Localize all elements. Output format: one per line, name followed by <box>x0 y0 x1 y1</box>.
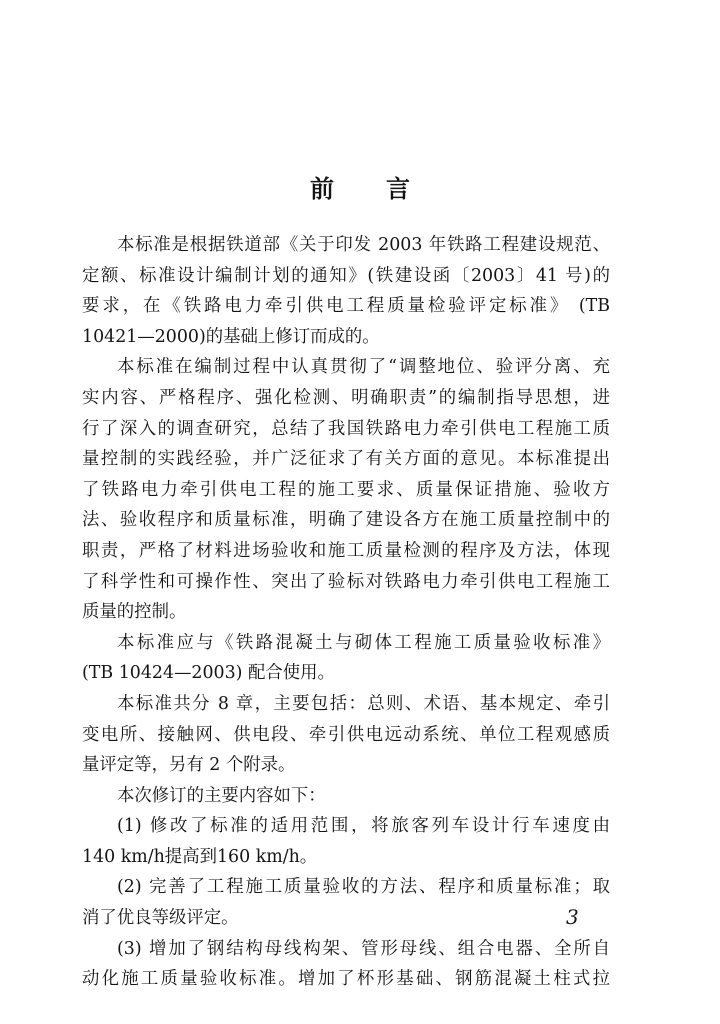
text-line: 量评定等，另有 2 个附录。 <box>82 755 296 776</box>
text-line: 质量的控制。 <box>82 602 187 623</box>
text-line: 行了深入的调查研究，总结了我国铁路电力牵引供电工程施工质 <box>82 418 610 439</box>
text-line: (3) 增加了钢结构母线构架、管形母线、组合电器、全所自 <box>117 938 610 959</box>
body-text <box>82 230 610 995</box>
text-line: (1) 修改了标准的适用范围，将旅客列车设计行车速度由 <box>117 816 610 837</box>
text-line: 本次修订的主要内容如下： <box>117 785 326 806</box>
text-line: 职责，严格了材料进场验收和施工质量检测的程序及方法，体现 <box>82 540 610 561</box>
text-line: 法、验收程序和质量标准，明确了建设各方在施工质量控制中的 <box>82 510 610 531</box>
text-line: 本标准共分 8 章，主要包括：总则、术语、基本规定、牵引 <box>117 693 610 714</box>
text-line: 10421—2000)的基础上修订而成的。 <box>82 326 380 347</box>
text-line: 定额、标准设计编制计划的通知》(铁建设函〔2003〕41 号)的 <box>82 265 610 286</box>
text-line: 了铁路电力牵引供电工程的施工要求、质量保证措施、验收方 <box>82 479 610 500</box>
text-line: 要求，在《铁路电力牵引供电工程质量检验评定标准》 (TB <box>82 296 610 317</box>
text-line: 量控制的实践经验，并广泛征求了有关方面的意见。本标准提出 <box>82 449 610 470</box>
text-line: 消了优良等级评定。 <box>82 908 239 929</box>
page-number: 3 <box>566 905 579 929</box>
text-line: 本标准在编制过程中认真贯彻了“调整地位、验评分离、充 <box>117 357 610 378</box>
text-line: 140 km/h提高到160 km/h。 <box>82 846 318 867</box>
text-line: 了科学性和可操作性、突出了验标对铁路电力牵引供电工程施工 <box>82 571 610 592</box>
text-line: (TB 10424—2003) 配合使用。 <box>82 663 335 684</box>
text-line: 本标准是根据铁道部《关于印发 2003 年铁路工程建设规范、 <box>117 235 610 255</box>
title-char: 言 <box>386 174 410 203</box>
page-title <box>0 173 720 205</box>
title-char: 前 <box>310 174 334 203</box>
text-line: (2) 完善了工程施工质量验收的方法、程序和质量标准；取 <box>117 877 610 898</box>
text-line: 变电所、接触网、供电段、牵引供电远动系统、单位工程观感质 <box>82 724 610 745</box>
text-line: 本标准应与《铁路混凝土与砌体工程施工质量验收标准》 <box>117 632 610 653</box>
text-line: 动化施工质量验收标准。增加了杯形基础、钢筋混凝土柱式拉 <box>82 969 610 990</box>
text-line: 实内容、严格程序、强化检测、明确职责”的编制指导思想，进 <box>82 387 610 408</box>
